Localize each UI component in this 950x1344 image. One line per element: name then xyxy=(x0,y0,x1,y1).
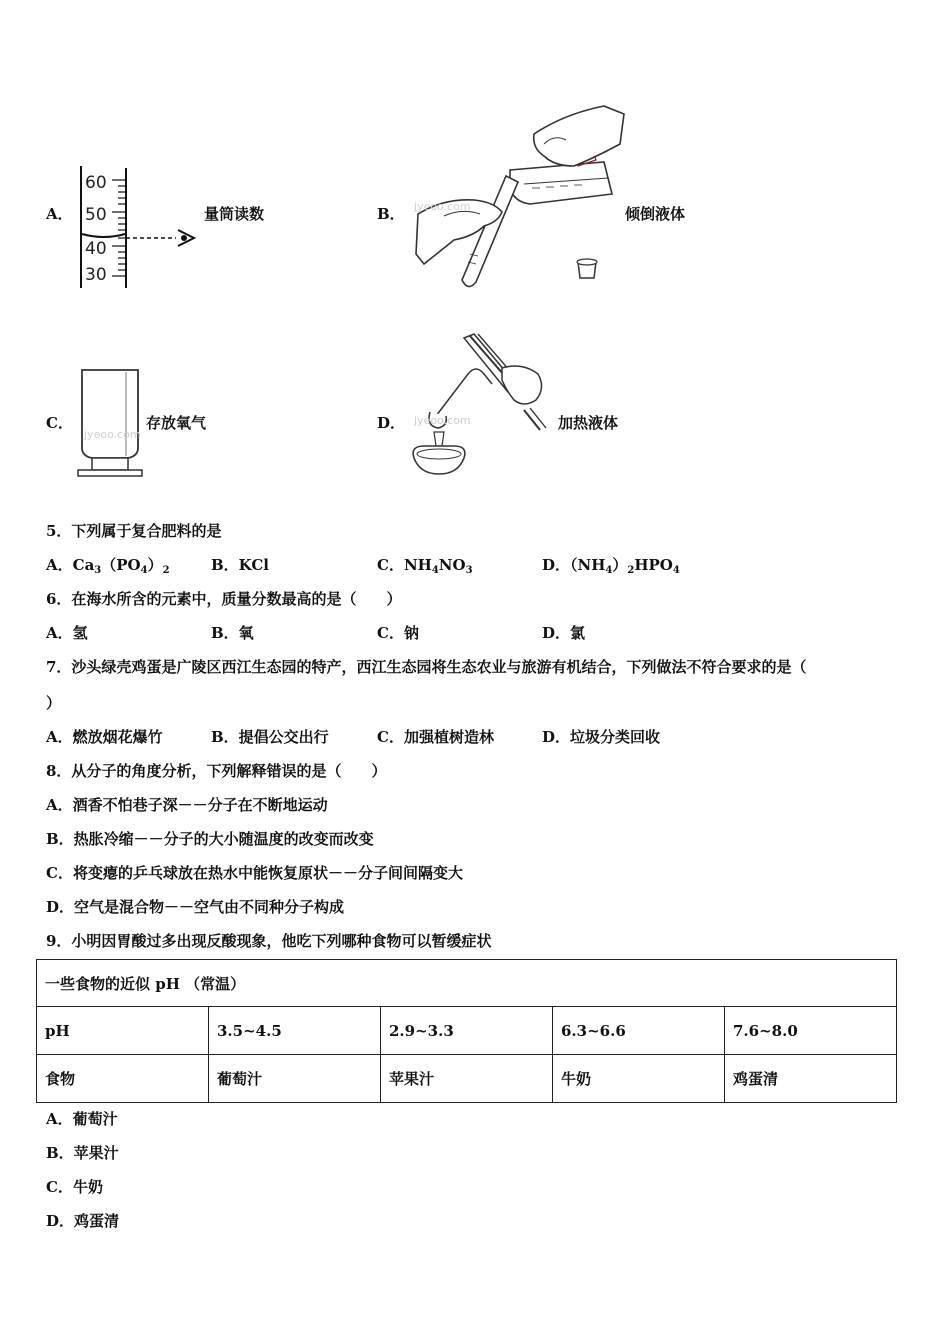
q8-stem: 8．从分子的角度分析，下列解释错误的是（ ） xyxy=(46,762,387,780)
figure-c-letter: C． xyxy=(46,414,73,432)
q7-option-a: A．燃放烟花爆竹 xyxy=(46,728,163,746)
q9-option-b: B．苹果汁 xyxy=(46,1144,119,1162)
q8-option-b: B．热胀冷缩－－分子的大小随温度的改变而改变 xyxy=(46,830,374,848)
svg-text:jyeoo.com: jyeoo.com xyxy=(84,428,141,441)
svg-text:jyeoo.com: jyeoo.com xyxy=(414,414,471,427)
food-cell: 牛奶 xyxy=(553,1055,725,1103)
ph-table xyxy=(36,959,897,1103)
figure-b-letter: B． xyxy=(377,205,405,223)
cylinder-tick-30: 30 xyxy=(85,265,107,285)
cylinder-tick-60: 60 xyxy=(85,173,107,193)
ph-table-title: 一些食物的近似 pH （常温） xyxy=(37,960,897,1007)
cylinder-tick-40: 40 xyxy=(85,239,107,259)
q5-option-b: B．KCl xyxy=(211,556,269,574)
ph-cell: 6.3~6.6 xyxy=(553,1007,725,1055)
q9-stem: 9．小明因胃酸过多出现反酸现象，他吃下列哪种食物可以暂缓症状 xyxy=(46,932,492,950)
ph-cell: 3.5~4.5 xyxy=(209,1007,381,1055)
ph-cell: 2.9~3.3 xyxy=(381,1007,553,1055)
q7-stem-continued: ） xyxy=(46,694,62,712)
q8-option-d: D．空气是混合物－－空气由不同种分子构成 xyxy=(46,898,345,916)
food-cell: 鸡蛋清 xyxy=(725,1055,897,1103)
q5-option-d: D．$(NH_4)_2HPO_4$ xyxy=(542,556,680,576)
q6-option-b: B．氧 xyxy=(211,624,254,642)
q6-option-c: C．钠 xyxy=(377,624,419,642)
figure-d-caption: 加热液体 xyxy=(558,414,619,432)
heating-liquid-figure xyxy=(406,334,558,482)
figure-d-letter: D． xyxy=(377,414,406,432)
q8-option-a: A．酒香不怕巷子深－－分子在不断地运动 xyxy=(46,796,328,814)
q7-stem: 7．沙头绿壳鸡蛋是广陵区西江生态园的特产，西江生态园将生态农业与旅游有机结合，下列做法不符合要求的是（ xyxy=(46,658,807,676)
q7-option-c: C．加强植树造林 xyxy=(377,728,494,746)
graduated-cylinder-figure xyxy=(78,166,208,290)
q6-option-a: A．氢 xyxy=(46,624,88,642)
food-cell: 苹果汁 xyxy=(381,1055,553,1103)
figure-c-caption: 存放氧气 xyxy=(146,414,207,432)
svg-text:jyeoo.com: jyeoo.com xyxy=(414,200,471,213)
ph-cell-header: pH xyxy=(37,1007,209,1055)
ph-table-row-food xyxy=(37,1055,897,1103)
q9-option-a: A．葡萄汁 xyxy=(46,1110,118,1128)
ph-table-row-ph xyxy=(37,1007,897,1055)
figure-a-letter: A． xyxy=(46,205,73,223)
q6-stem: 6．在海水所含的元素中，质量分数最高的是（ ） xyxy=(46,590,402,608)
q7-option-d: D．垃圾分类回收 xyxy=(542,728,661,746)
food-cell-header: 食物 xyxy=(37,1055,209,1103)
food-cell: 葡萄汁 xyxy=(209,1055,381,1103)
q7-option-b: B．提倡公交出行 xyxy=(211,728,329,746)
q5-option-c: C．$NH_4NO_3$ xyxy=(377,556,473,576)
figure-a-caption: 量筒读数 xyxy=(204,205,265,223)
q6-option-d: D．氯 xyxy=(542,624,586,642)
pouring-liquid-figure xyxy=(414,104,624,290)
q8-option-c: C．将变瘪的乒乓球放在热水中能恢复原状－－分子间间隔变大 xyxy=(46,864,463,882)
gas-jar-figure xyxy=(78,368,148,480)
ph-cell: 7.6~8.0 xyxy=(725,1007,897,1055)
ph-table-title-row xyxy=(37,960,897,1007)
q9-option-c: C．牛奶 xyxy=(46,1178,103,1196)
q5-option-a: A．$Ca_3(PO_4)_2$ xyxy=(46,556,170,576)
cylinder-tick-50: 50 xyxy=(85,205,107,225)
figure-b-caption: 倾倒液体 xyxy=(625,205,686,223)
q5-stem: 5．下列属于复合肥料的是 xyxy=(46,522,222,540)
q9-option-d: D．鸡蛋清 xyxy=(46,1212,120,1230)
